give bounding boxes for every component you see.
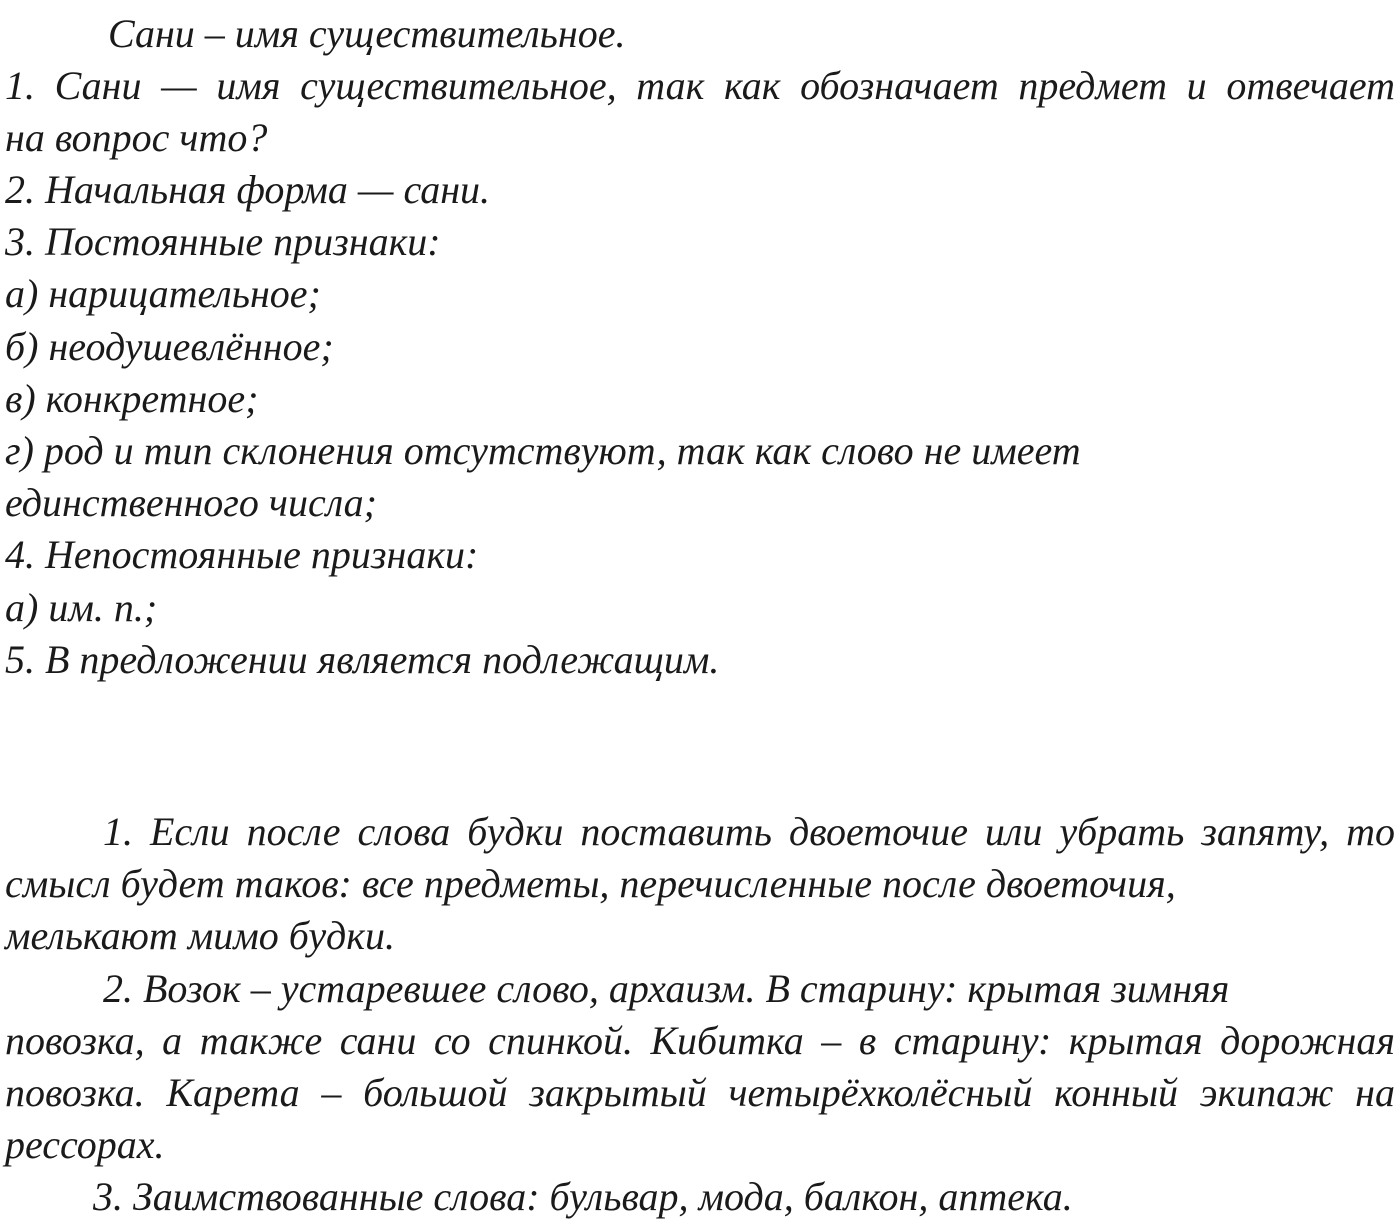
- text-line: 3. Постоянные признаки:: [5, 219, 441, 264]
- text-line: 4. Непостоянные признаки:: [5, 532, 479, 577]
- text-line: 5. В предложении является подлежащим.: [5, 637, 720, 682]
- paragraph-1-line: мелькают мимо будки.: [5, 913, 395, 958]
- paragraph-2-line: повозка. Карета – большой закрытый четырёхколёсный конный экипаж на: [5, 1070, 1395, 1115]
- text-line: а) нарицательное;: [5, 271, 321, 316]
- paragraph-1-line: 1. Если после слова будки поставить двоеточие или убрать запяту, то: [103, 809, 1395, 854]
- paragraph-2-line: рессорах.: [5, 1122, 165, 1167]
- text-line: б) неодушевлённое;: [5, 324, 334, 369]
- text-line: а) им. п.;: [5, 585, 158, 630]
- text-line: 2. Начальная форма — сани.: [5, 167, 491, 212]
- paragraph-2-line: повозка, а также сани со спинкой. Кибитка – в старину: крытая дорожная: [5, 1018, 1395, 1063]
- text-line: единственного числа;: [5, 480, 377, 525]
- paragraph-1-line: смысл будет таков: все предметы, перечисленные после двоеточия,: [5, 861, 1176, 906]
- text-line: 1. Сани — имя существительное, так как обозначает предмет и отвечает: [5, 63, 1395, 108]
- paragraph-3-line: 3. Заимствованные слова: бульвар, мода, балкон, аптека.: [93, 1174, 1073, 1219]
- text-line: в) конкретное;: [5, 376, 259, 421]
- text-line: г) род и тип склонения отсутствуют, так как слово не имеет: [5, 428, 1081, 473]
- document-title: Сани – имя существительное.: [108, 11, 626, 56]
- paragraph-2-line: 2. Возок – устаревшее слово, архаизм. В старину: крытая зимняя: [103, 966, 1230, 1011]
- text-line: на вопрос что?: [5, 115, 268, 160]
